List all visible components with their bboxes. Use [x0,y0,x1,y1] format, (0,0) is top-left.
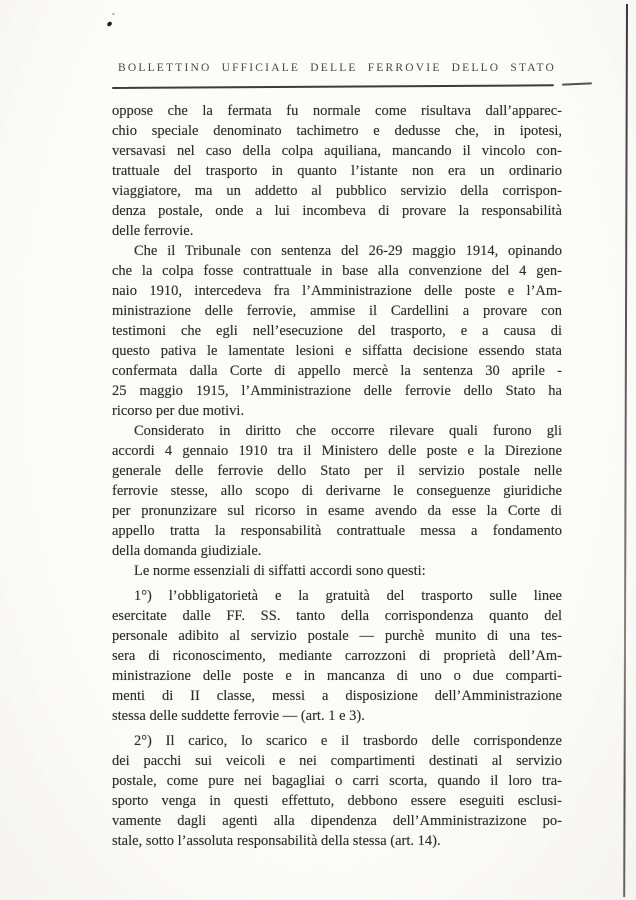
paragraph [112,731,562,851]
text-column [112,101,562,851]
paragraph [112,561,562,581]
text-line: denza postale, onde a lui incombeva di provare la responsabilità [112,203,562,219]
text-line: ministrazione delle ferrovie, ammise il Cardellini a provare con [112,303,562,319]
text-line: stessa delle suddette ferrovie — (art. 1 e 3). [112,708,365,724]
text-line: 2°) Il carico, lo scarico e il trasbordo delle corrispondenze [134,733,562,749]
text-line: dei pacchi sui veicoli e nei compartimenti destinati al servizio [112,753,562,769]
text-line: sporto venga in questi effettuto, debbono essere eseguiti esclusi- [112,793,562,809]
running-header-title: BOLLETTINO UFFICIALE DELLE FERROVIE DELLO STATO [117,62,557,74]
text-line: appello tratta la responsabilità contrattuale messa a fondamento [112,523,562,539]
text-line: ferrovie stesse, allo scopo di derivarne le conseguenze giuridiche [112,483,562,499]
ink-speck [106,21,112,27]
text-line: trattuale del trasporto in quanto l’istante non era un ordinario [112,163,562,179]
header-dash [562,82,592,85]
text-line: Le norme essenziali di siffatti accordi sono questi: [134,563,426,579]
paragraph [112,101,562,241]
header-rule [112,84,554,89]
text-line: ricorso per due motivi. [112,403,245,419]
text-line: Considerato in diritto che occorre rilevare quali furono gli [134,423,562,439]
paragraph [112,586,562,726]
text-line: 1°) l’obbligatorietà e la gratuità del trasporto sulle linee [134,588,562,604]
paragraph [112,421,562,561]
text-line: della domanda giudiziale. [112,543,262,559]
text-line: che la colpa fosse contrattuale in base alla convenzione del 4 gen- [112,263,562,279]
text-line: oppose che la fermata fu normale come risultava dall’apparec- [112,103,562,119]
text-line: ministrazione delle poste e in mancanza di uno o due comparti- [112,668,562,684]
text-line: Che il Tribunale con sentenza del 26-29 maggio 1914, opinando [134,243,562,259]
text-line: testimoni che egli nell’esecuzione del trasporto, e a causa di [112,323,562,339]
text-line: accordi 4 gennaio 1910 tra il Ministero delle poste e la Direzione [112,443,562,459]
text-line: sera di riconoscimento, mediante carrozzoni di proprietà dell’Am- [112,648,562,664]
text-line: 25 maggio 1915, l’Amministrazione delle ferrovie dello Stato ha [112,383,562,399]
paragraph [112,241,562,421]
text-line: generale delle ferrovie dello Stato per il servizio postale nelle [112,463,562,479]
text-line: postale, come pure nei bagagliai o carri scorta, quando il loro tra- [112,773,562,789]
text-line: confermata dalla Corte di appello mercè la sentenza 30 aprile - [112,363,562,379]
text-line: vamente dagli agenti alla dipendenza dell’Amministrazizone po- [112,813,562,829]
text-line: delle ferrovie. [112,223,194,239]
text-line: personale adibito al servizio postale — purchè munito di una tes- [112,628,562,644]
text-line: menti di II classe, messi a disposizione dell’Amministrazione [112,688,562,704]
text-line: naio 1910, intercedeva fra l’Amministrazione delle poste e l’Am- [112,283,562,299]
text-line: questo pativa le lamentate lesioni e siffatta decisione essendo stata [112,343,562,359]
page-edge-scan-line [623,4,628,897]
text-line: stale, sotto l’assoluta responsabilità della stessa (art. 14). [112,833,441,849]
ink-speck-faint [112,13,115,15]
text-line: esercitate dalle FF. SS. tanto della corrispondenza quanto del [112,608,562,624]
text-line: versavasi nel caso della colpa aquiliana, mancando il vincolo con- [112,143,562,159]
text-line: per pronunzizare sul ricorso in esame avendo da esse la Corte di [112,503,562,519]
text-line: chio speciale denominato tachimetro e dedusse che, in ipotesi, [112,123,562,139]
text-line: viaggiatore, ma un addetto al pubblico servizio della corrispon- [112,183,562,199]
